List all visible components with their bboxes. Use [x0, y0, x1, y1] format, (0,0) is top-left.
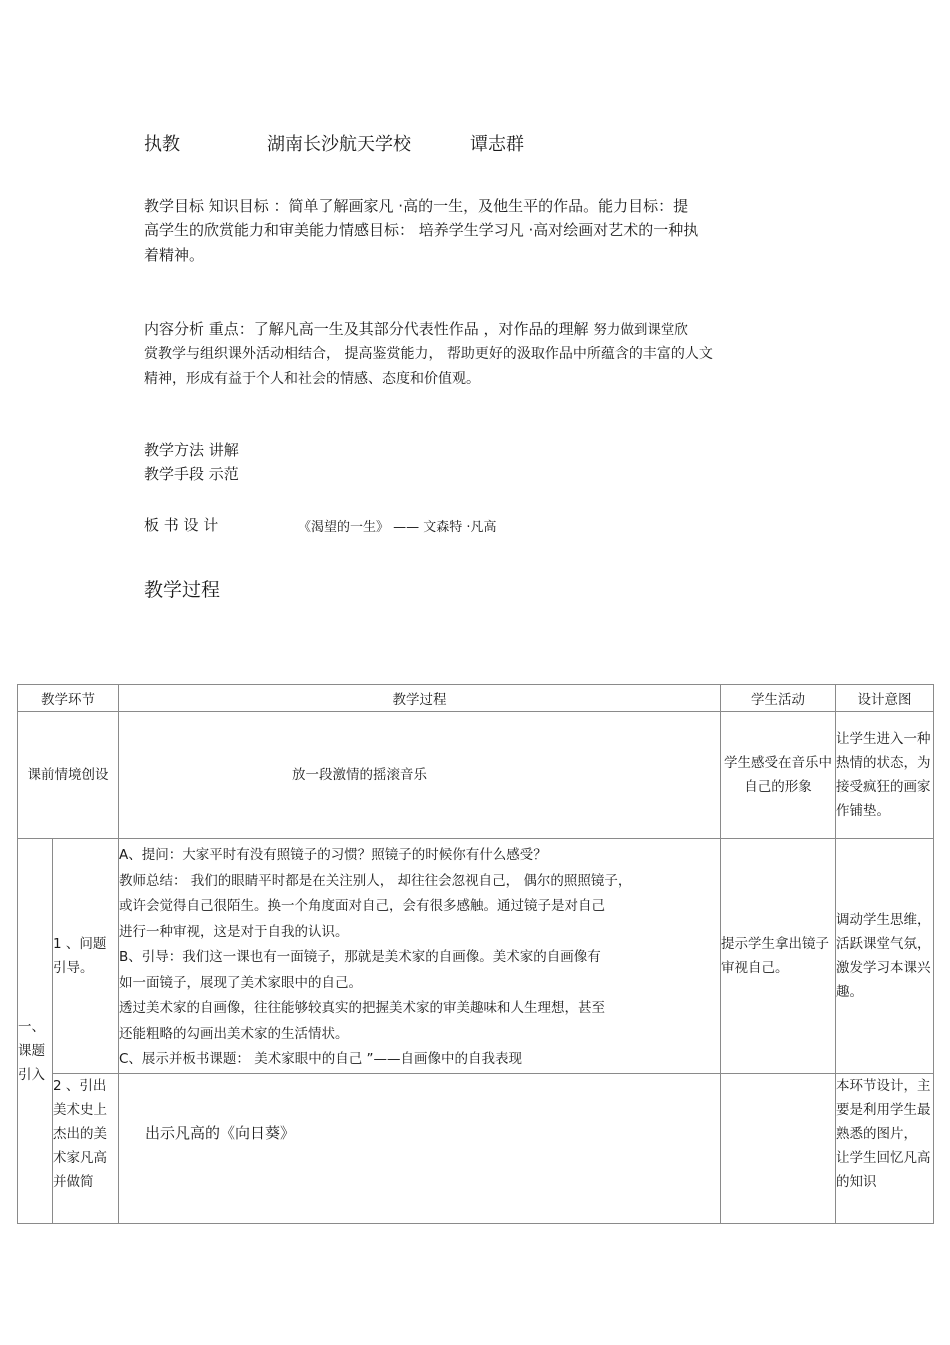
teaching-method: 教学方法 讲解: [144, 441, 239, 459]
intent-cell: 调动学生思维，活跃课堂气氛，激发学习本课兴趣。: [836, 839, 934, 1074]
table-header-row: [18, 685, 934, 712]
analysis-line: 精神，形成有益于个人和社会的情感、态度和价值观。: [144, 371, 480, 387]
objectives-line: 高学生的欣赏能力和审美能力情感目标： 培养学生学习凡 ·高对绘画对艺术的一种执: [144, 221, 699, 239]
process-cell: [119, 839, 721, 1074]
header-intent: 设计意图: [836, 685, 934, 712]
process-cell: [119, 1073, 721, 1223]
process-line: 如一面镜子，展现了美术家眼中的自己。: [119, 974, 362, 991]
board-content: 《渴望的一生》 —— 文森特 ·凡高: [298, 520, 497, 535]
role-label: 执教: [144, 134, 180, 155]
activity-cell: 学生感受在音乐中自己的形象: [721, 712, 836, 839]
stage-cell: 课前情境创设: [18, 712, 119, 839]
analysis-tail: 努力做到课堂欣: [593, 322, 688, 338]
process-title: 教学过程: [144, 579, 221, 601]
objectives-line: 教学目标 知识目标 ：简单了解画家凡 ·高的一生，及他生平的作品。能力目标：提: [144, 197, 689, 215]
sub-stage-cell: 2 、引出美术史上杰出的美术家凡高并做简: [53, 1073, 119, 1223]
teacher-name: 谭志群: [470, 134, 524, 155]
analysis-line: [144, 318, 688, 339]
process-line: B、引导：我们这一课也有一面镜子，那就是美术家的自画像。美术家的自画像有: [119, 949, 601, 965]
process-line: 教师总结： 我们的眼睛平时都是在关注别人， 却往往会忽视自己， 偶尔的照照镜子，: [119, 872, 632, 889]
analysis-main: 内容分析 重点：了解凡高一生及其部分代表性作品 ，对作品的理解: [144, 320, 589, 338]
objectives-line: 着精神。: [144, 246, 205, 264]
analysis-line: 赏教学与组织课外活动相结合， 提高鉴赏能力， 帮助更好的汲取作品中所蕴含的丰富的人文: [144, 346, 713, 362]
process-line: 进行一种审视，这是对于自我的认识。: [119, 923, 349, 940]
process-text: 出示凡高的《向日葵》: [145, 1123, 296, 1142]
section-label: 一、课题引入: [18, 1018, 45, 1083]
table-row: [18, 1073, 934, 1223]
header-process: 教学过程: [119, 685, 721, 712]
teaching-means: 教学手段 示范: [144, 465, 239, 483]
activity-cell: [721, 1073, 836, 1223]
intent-cell: 本环节设计，主要是利用学生最熟悉的图片， 让学生回忆凡高的知识: [836, 1073, 934, 1223]
intent-cell: 让学生进入一种热情的状态，为接受疯狂的画家作铺垫。: [836, 712, 934, 839]
header-stage: 教学环节: [18, 685, 119, 712]
activity-cell: 提示学生拿出镜子审视自己。: [721, 839, 836, 1074]
process-line: 或许会觉得自己很陌生。换一个角度面对自己，会有很多感触。通过镜子是对自己: [119, 898, 605, 914]
process-line: 还能粗略的勾画出美术家的生活情状。: [119, 1025, 349, 1042]
table-row: [18, 839, 934, 1074]
process-line: A、提问：大家平时有没有照镜子的习惯？照镜子的时候你有什么感受？: [119, 847, 547, 863]
school-name: 湖南长沙航天学校: [267, 134, 411, 155]
process-line: 透过美术家的自画像，往往能够较真实的把握美术家的审美趣味和人生理想，甚至: [119, 1000, 605, 1016]
header-activity: 学生活动: [721, 685, 836, 712]
table-row: [18, 712, 934, 839]
process-cell: 放一段激情的摇滚音乐: [119, 712, 721, 839]
sub-stage-cell: 1 、问题引导。: [53, 839, 119, 1074]
board-label: 板 书 设 计: [144, 516, 219, 534]
lesson-table: [17, 684, 934, 1224]
process-lines: [119, 839, 720, 1073]
section-cell: [18, 839, 53, 1224]
process-line: C、展示并板书课题： 美术家眼中的自己 ”——自画像中的自我表现: [119, 1051, 523, 1067]
